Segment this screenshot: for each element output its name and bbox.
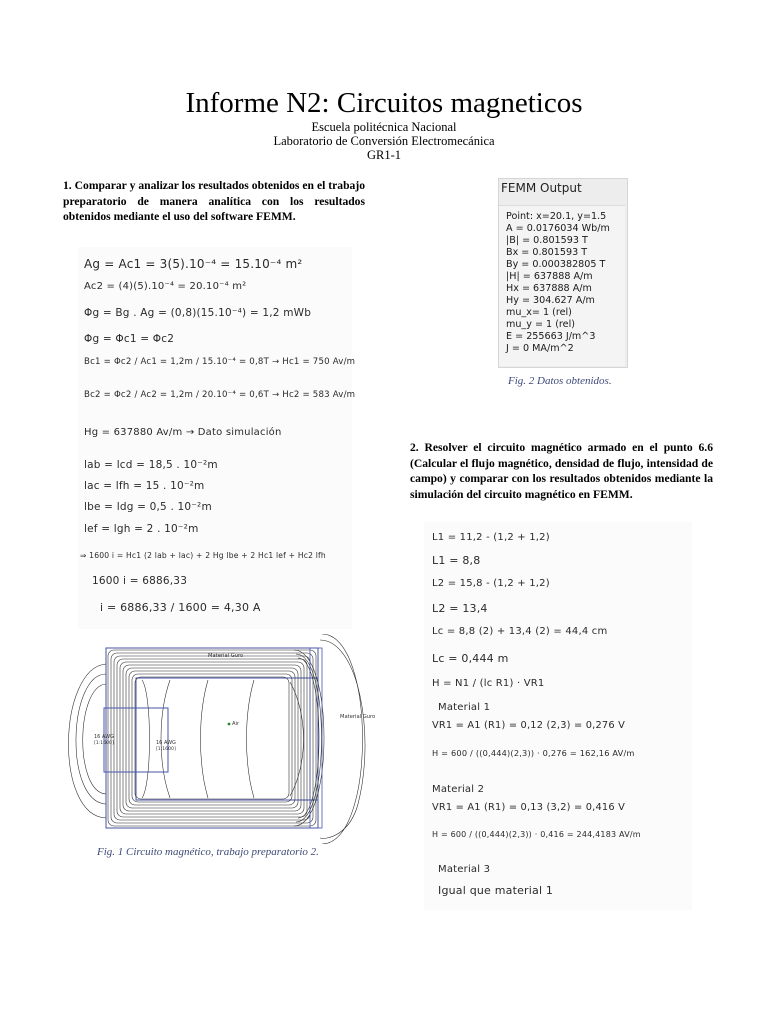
handwritten-calculation-1 — [78, 247, 356, 629]
femm-line: Hy = 304.627 A/m — [506, 295, 595, 306]
page-title: Informe N2: Circuitos magneticos — [185, 87, 583, 119]
femm-output-panel — [498, 178, 628, 368]
hw-line: Material 3 — [438, 864, 491, 875]
femm-line: Bx = 0.801593 T — [506, 247, 588, 258]
question-1: 1. Comparar y analizar los resultados obtenidos en el trabajo preparatorio de manera analítica con los resultados obtenidos mediante el uso del software FEMM. — [63, 179, 365, 223]
hw-line: Ac2 = (4)(5).10⁻⁴ = 20.10⁻⁴ m² — [84, 281, 247, 292]
hw-line: lac = lfh = 15 . 10⁻²m — [84, 480, 205, 492]
hw-line: Hg = 637880 Av/m → Dato simulación — [84, 427, 282, 438]
hw-line: H = N1 / (lc R1) · VR1 — [432, 678, 545, 689]
hw-line: lef = lgh = 2 . 10⁻²m — [84, 523, 199, 535]
figure-2-caption: Fig. 2 Datos obtenidos. — [508, 375, 612, 387]
coil-label-inner: 16 AWG — [156, 740, 176, 746]
hw-line: Lc = 0,444 m — [432, 652, 509, 665]
school-name: Escuela politécnica Nacional — [311, 120, 457, 134]
coil-label-inner-sub: [1:1600] — [156, 747, 176, 752]
hw-line: lab = lcd = 18,5 . 10⁻²m — [84, 459, 218, 471]
magnetic-circuit-figure — [58, 634, 376, 844]
air-label: Air — [232, 721, 240, 727]
hw-line: Material 2 — [432, 784, 485, 795]
femm-line: |H| = 637888 A/m — [506, 271, 593, 282]
hw-line: Φg = Bg . Ag = (0,8)(15.10⁻⁴) = 1,2 mWb — [84, 307, 312, 319]
hw-line: ⇒ 1600 i = Hc1 (2 lab + lac) + 2 Hg lbe + 2 Hc1 lef + Hc2 lfh — [80, 551, 326, 560]
hw-line: 1600 i = 6886,33 — [92, 575, 188, 587]
hw-line: Bc2 = Φc2 / Ac2 = 1,2m / 20.10⁻⁴ = 0,6T → Hc2 = 583 Av/m — [84, 390, 356, 400]
hw-line: Material 1 — [438, 702, 491, 713]
material-label-top: Material Guro — [208, 653, 244, 659]
femm-line: Point: x=20.1, y=1.5 — [506, 211, 607, 222]
hw-line: Lc = 8,8 (2) + 13,4 (2) = 44,4 cm — [432, 626, 608, 637]
hw-line: L2 = 15,8 - (1,2 + 1,2) — [432, 578, 550, 589]
femm-output-header: FEMM Output — [501, 181, 582, 195]
hw-line: VR1 = A1 (R1) = 0,13 (3,2) = 0,416 V — [432, 802, 626, 813]
figure-1-caption: Fig. 1 Circuito magnético, trabajo preparatorio 2. — [97, 846, 319, 858]
lab-name: Laboratorio de Conversión Electromecánica — [273, 134, 495, 148]
hw-line: Ag = Ac1 = 3(5).10⁻⁴ = 15.10⁻⁴ m² — [84, 257, 303, 271]
femm-line: Hx = 637888 A/m — [506, 283, 592, 294]
femm-line: By = 0.000382805 T — [506, 259, 606, 270]
hw-line: VR1 = A1 (R1) = 0,12 (2,3) = 0,276 V — [432, 720, 626, 731]
femm-line: mu_y = 1 (rel) — [506, 319, 575, 330]
hw-line: Bc1 = Φc2 / Ac1 = 1,2m / 15.10⁻⁴ = 0,8T → Hc1 = 750 Av/m — [84, 357, 356, 367]
hw-line: Igual que material 1 — [438, 884, 554, 897]
hw-line: H = 600 / ((0,444)(2,3)) · 0,276 = 162,16 AV/m — [432, 748, 635, 758]
femm-line: J = 0 MA/m^2 — [506, 343, 574, 354]
hw-line: L2 = 13,4 — [432, 602, 488, 615]
hw-line: i = 6886,33 / 1600 = 4,30 A — [100, 601, 261, 614]
question-2: 2. Resolver el circuito magnético armado en el punto 6.6 (Calcular el flujo magnético, densidad de flujo, intensidad de campo) y comparar con los resultados obtenidos mediante la simulación del circuito magnético en FEMM. — [410, 441, 713, 501]
hw-line: Φg = Φc1 = Φc2 — [84, 333, 175, 345]
coil-label-left-sub: [1:1600] — [94, 741, 114, 746]
hw-line: L1 = 11,2 - (1,2 + 1,2) — [432, 532, 550, 543]
coil-label-left: 16 AWG — [94, 734, 114, 740]
femm-line: E = 255663 J/m^3 — [506, 331, 596, 342]
material-label-right: Material Guro — [340, 714, 376, 720]
femm-line: |B| = 0.801593 T — [506, 235, 588, 246]
femm-output-values — [499, 205, 625, 366]
hw-line: H = 600 / ((0,444)(2,3)) · 0,416 = 244,4183 AV/m — [432, 830, 641, 839]
group-code: GR1-1 — [366, 148, 402, 162]
hw-line: lbe = ldg = 0,5 . 10⁻²m — [84, 501, 212, 513]
handwritten-calculation-2 — [424, 522, 692, 910]
hw-line: L1 = 8,8 — [432, 554, 481, 567]
femm-line: A = 0.0176034 Wb/m — [506, 223, 610, 234]
femm-line: mu_x= 1 (rel) — [506, 307, 572, 318]
